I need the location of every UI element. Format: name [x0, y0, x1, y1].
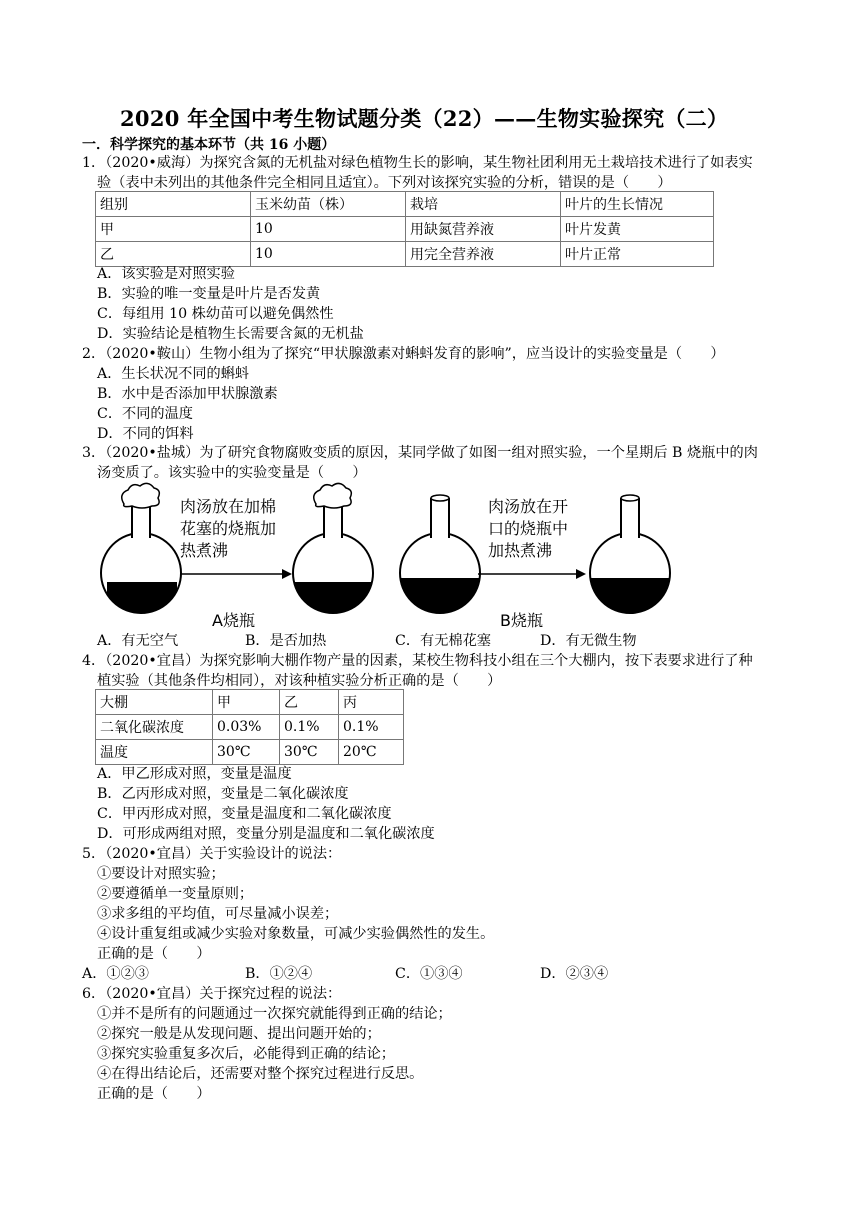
figure-text-a-line1: 肉汤放在加棉: [180, 497, 277, 516]
q3-option-d: D．有无微生物: [540, 633, 637, 649]
table-cell: 栽培: [406, 192, 561, 217]
table-cell: 叶片正常: [561, 242, 714, 267]
arrow-a-icon: [180, 569, 292, 579]
q5-stem: 5．（2020•宜昌）关于实验设计的说法：: [82, 846, 342, 862]
table-cell: 甲: [213, 690, 280, 715]
q3-stem-line1: 3．（2020•盐城）为了研究食物腐败变质的原因，某同学做了如图一组对照实验，一个星期后 B 烧瓶中的肉: [82, 445, 758, 461]
table-cell: 20℃: [339, 740, 404, 765]
q2-option-c: C．不同的温度: [97, 406, 193, 422]
q6-item-1: ①并不是所有的问题通过一次探究就能得到正确的结论；: [97, 1006, 452, 1022]
q4-option-c: C．甲丙形成对照，变量是温度和二氧化碳浓度: [97, 806, 392, 822]
table-cell: 0.1%: [339, 715, 404, 740]
flask-a-before-icon: [101, 483, 181, 622]
table-cell: 玉米幼苗（株）: [251, 192, 406, 217]
q4-table: [95, 689, 404, 765]
q3-option-c: C．有无棉花塞: [395, 633, 491, 649]
q1-table: [95, 191, 714, 267]
flask-b-before-icon: [400, 495, 480, 618]
q5-option-d: D．②③④: [540, 966, 609, 982]
table-row: [96, 217, 714, 242]
q5-item-4: ④设计重复组或减少实验对象数量，可减少实验偶然性的发生。: [97, 926, 495, 942]
table-cell: 10: [251, 242, 406, 267]
q2-option-b: B．水中是否添加甲状腺激素: [97, 386, 278, 402]
table-row: [96, 192, 714, 217]
table-cell: 叶片发黄: [561, 217, 714, 242]
table-cell: 温度: [96, 740, 213, 765]
table-cell: 甲: [96, 217, 251, 242]
q4-stem-line2: 植实验（其他条件均相同），对该种植实验分析正确的是（ ）: [97, 673, 502, 689]
q3-option-a: A．有无空气: [97, 633, 179, 649]
flask-a-after-icon: [293, 483, 373, 622]
figure-text-a-line3: 热煮沸: [180, 541, 229, 560]
table-cell: 用完全营养液: [406, 242, 561, 267]
table-cell: 二氧化碳浓度: [96, 715, 213, 740]
q6-item-3: ③探究实验重复多次后，必能得到正确的结论；: [97, 1046, 395, 1062]
table-cell: 乙: [280, 690, 339, 715]
q5-prompt: 正确的是（ ）: [97, 946, 211, 962]
q5-option-b: B．①②④: [245, 966, 313, 982]
q6-item-2: ②探究一般是从发现问题、提出问题开始的；: [97, 1026, 381, 1042]
q1-option-d: D．实验结论是植物生长需要含氮的无机盐: [97, 326, 364, 342]
table-cell: 乙: [96, 242, 251, 267]
q5-item-3: ③求多组的平均值，可尽量减小误差；: [97, 906, 339, 922]
table-cell: 用缺氮营养液: [406, 217, 561, 242]
q5-item-2: ②要遵循单一变量原则；: [97, 886, 254, 902]
q5-option-c: C．①③④: [395, 966, 463, 982]
q2-option-a: A．生长状况不同的蝌蚪: [97, 366, 250, 382]
q6-stem: 6．（2020•宜昌）关于探究过程的说法：: [82, 986, 342, 1002]
q4-option-d: D．可形成两组对照，变量分别是温度和二氧化碳浓度: [97, 826, 435, 842]
q1-option-c: C．每组用 10 株幼苗可以避免偶然性: [97, 306, 334, 322]
figure-text-a-line2: 花塞的烧瓶加: [180, 519, 277, 538]
table-cell: 10: [251, 217, 406, 242]
q6-prompt: 正确的是（ ）: [97, 1086, 211, 1102]
table-row: [96, 715, 404, 740]
flask-a-label: A烧瓶: [212, 611, 255, 630]
table-cell: 30℃: [280, 740, 339, 765]
table-cell: 丙: [339, 690, 404, 715]
q6-item-4: ④在得出结论后，还需要对整个探究过程进行反思。: [97, 1066, 424, 1082]
table-cell: 0.1%: [280, 715, 339, 740]
table-row: [96, 690, 404, 715]
table-row: [96, 242, 714, 267]
q4-stem-line1: 4．（2020•宜昌）为探究影响大棚作物产量的因素，某校生物科技小组在三个大棚内，按下表要求进行了种: [82, 653, 753, 669]
q3-option-b: B．是否加热: [245, 633, 327, 649]
table-cell: 0.03%: [213, 715, 280, 740]
q4-option-a: A．甲乙形成对照，变量是温度: [97, 766, 292, 782]
q1-stem-line2: 验（表中未列出的其他条件完全相同且适宜）。下列对该探究实验的分析，错误的是（ ）: [97, 175, 672, 191]
flask-b-after-icon: [590, 495, 670, 618]
q2-option-d: D．不同的饵料: [97, 426, 194, 442]
table-cell: 组别: [96, 192, 251, 217]
page-title: 2020 年全国中考生物试题分类（22）——生物实验探究（二）: [120, 106, 729, 131]
q5-item-1: ①要设计对照实验；: [97, 866, 225, 882]
flask-experiment-figure: [96, 478, 696, 630]
q1-option-b: B．实验的唯一变量是叶片是否发黄: [97, 286, 321, 302]
table-row: [96, 740, 404, 765]
q5-option-a: A．①②③: [82, 966, 149, 982]
flask-b-label: B烧瓶: [500, 611, 543, 630]
figure-text-b-line3: 加热煮沸: [488, 541, 553, 560]
q1-stem-line1: 1．（2020•威海）为探究含氮的无机盐对绿色植物生长的影响，某生物社团利用无土栽培技术进行了如表实: [82, 155, 753, 171]
q3-stem-line2: 汤变质了。该实验中的实验变量是（ ）: [97, 465, 367, 481]
table-cell: 叶片的生长情况: [561, 192, 714, 217]
table-cell: 30℃: [213, 740, 280, 765]
q1-option-a: A．该实验是对照实验: [97, 266, 235, 282]
figure-text-b-line1: 肉汤放在开: [488, 497, 569, 516]
q4-option-b: B．乙丙形成对照，变量是二氧化碳浓度: [97, 786, 349, 802]
section-heading: 一．科学探究的基本环节（共 16 小题）: [82, 137, 336, 153]
q2-stem: 2．（2020•鞍山）生物小组为了探究“甲状腺激素对蝌蚪发育的影响”，应当设计的实验变量是（ ）: [82, 346, 725, 362]
figure-text-b-line2: 口的烧瓶中: [488, 519, 569, 538]
table-cell: 大棚: [96, 690, 213, 715]
arrow-b-icon: [478, 569, 586, 579]
